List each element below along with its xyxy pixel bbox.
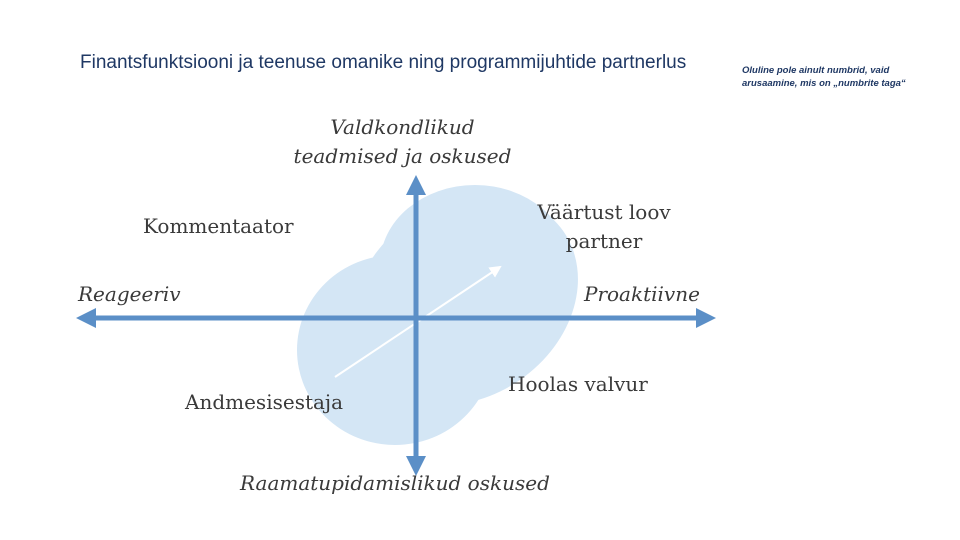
- background-blob: [297, 152, 619, 449]
- quadrant-label-top-left: Kommentaator: [143, 214, 294, 238]
- slide-title: Finantsfunktsiooni ja teenuse omanike ning programmijuhtide partnerlus: [80, 52, 687, 73]
- axis-label-right: Proaktiivne: [584, 282, 700, 306]
- axis-label-left: Reageeriv: [78, 282, 181, 306]
- quadrant-label-bottom-right: Hoolas valvur: [508, 372, 648, 396]
- quadrant-label-top-right: Väärtust loov partner: [537, 200, 671, 253]
- axis-label-top: Valdkondlikud teadmised ja oskused: [293, 115, 512, 168]
- axis-label-bottom: Raamatupidamislikud oskused: [240, 471, 550, 495]
- side-note: Oluline pole ainult numbrid, vaid arusaamine, mis on „numbrite taga“: [742, 65, 906, 89]
- quadrant-label-bottom-left: Andmesisestaja: [185, 390, 344, 414]
